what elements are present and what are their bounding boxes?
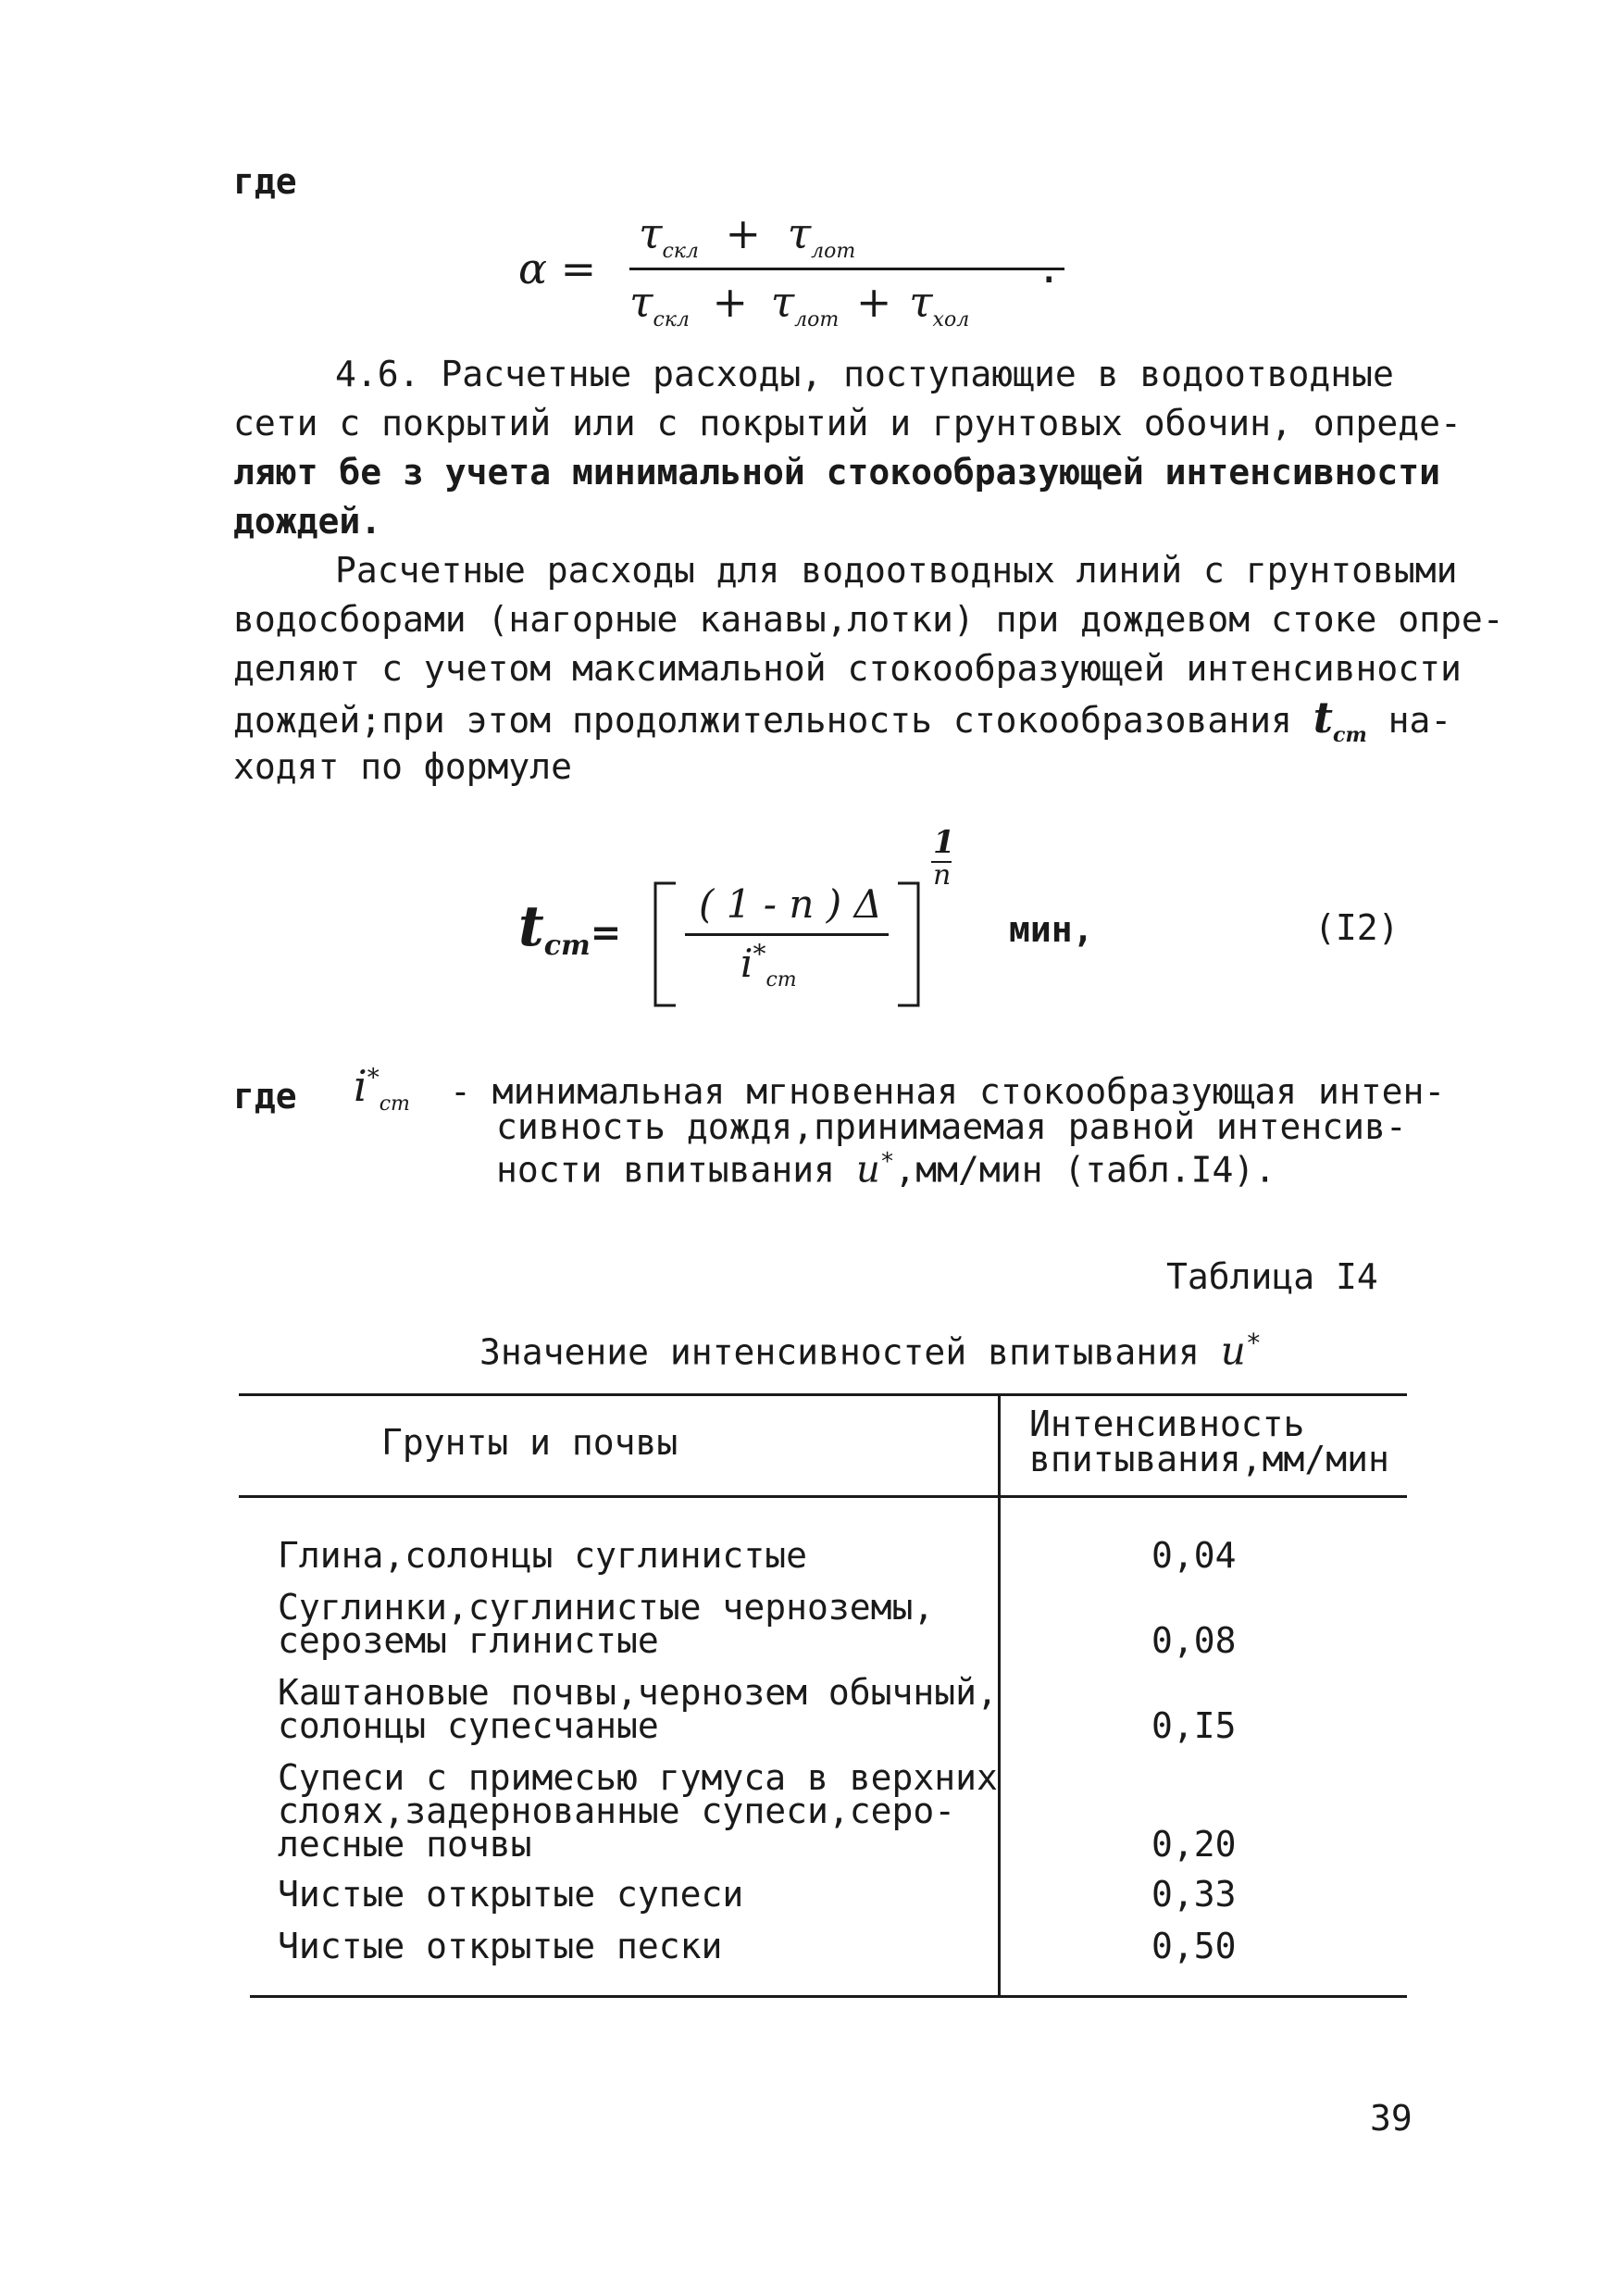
table-row-name: слоях,задернованные супеси,серо- bbox=[278, 1791, 956, 1831]
where-label: где bbox=[233, 161, 297, 202]
formula-12-denominator: $i^*_{ст}$ bbox=[741, 939, 797, 992]
formula-12-numerator: ( 1 - n ) Δ bbox=[699, 881, 882, 927]
table-row-name: Супеси с примесью гумуса в верхних bbox=[278, 1757, 998, 1798]
formula-alpha-lhs: α = bbox=[518, 243, 597, 293]
formula-alpha-denominator: $\tau_{скл} + \tau_{лот} + \tau_{хол}$ bbox=[629, 277, 970, 331]
paragraph2-line-5: ходят по формуле bbox=[233, 746, 573, 787]
formula-alpha-period: . bbox=[1037, 245, 1062, 293]
section-4-6-line-1: 4.6. Расчетные расходы, поступающие в водоотводные bbox=[335, 354, 1394, 394]
where-def-line-2: сивность дождя,принимаемая равной интенсив- bbox=[496, 1106, 1407, 1147]
table-row-name: лесные почвы bbox=[278, 1824, 532, 1865]
table-row-name: Суглинки,суглинистые черноземы, bbox=[278, 1587, 935, 1628]
where-def-label: где bbox=[233, 1076, 297, 1117]
formula-12-exponent-denominator: n bbox=[933, 859, 952, 892]
paragraph2-line-3: деляют с учетом максимальной стокообразующей интенсивности bbox=[233, 648, 1462, 689]
table-row-value: 0,20 bbox=[1151, 1824, 1237, 1865]
formula-alpha-fraction-bar bbox=[629, 268, 1064, 270]
table-title: Значение интенсивностей впитывания u* bbox=[479, 1328, 1262, 1374]
table-top-rule bbox=[239, 1393, 1407, 1396]
formula-12-lhs: $t_{ст}=$ bbox=[518, 894, 622, 962]
formula-12-fraction-bar bbox=[685, 933, 889, 936]
table-row-value: 0,04 bbox=[1151, 1535, 1237, 1576]
table-column-divider bbox=[998, 1393, 1001, 1995]
section-4-6-line-3: ляют бе з учета минимальной стокообразующей интенсивности bbox=[233, 452, 1441, 493]
table-header-intensity-line2: впитывания,мм/мин bbox=[1029, 1439, 1389, 1479]
where-def-symbol: $i^*_{ст}$ bbox=[354, 1061, 410, 1116]
page-number: 39 bbox=[1370, 2098, 1413, 2139]
formula-12-left-bracket bbox=[648, 880, 685, 1009]
table-row-value: 0,33 bbox=[1151, 1874, 1237, 1915]
paragraph2-line-4: дождей;при этом продолжительность стокообразования $t_{ст}$ на- bbox=[233, 693, 1452, 747]
table-row-value: 0,I5 bbox=[1151, 1705, 1237, 1746]
table-bottom-rule bbox=[250, 1995, 1407, 1998]
formula-12-unit: мин, bbox=[1009, 909, 1094, 950]
formula-12-right-bracket bbox=[889, 880, 926, 1009]
paragraph2-line-1: Расчетные расходы для водоотводных линий с грунтовыми bbox=[335, 550, 1458, 591]
section-4-6-line-2: сети с покрытий или с покрытий и грунтовых обочин, опреде- bbox=[233, 403, 1462, 443]
table-row-name: Чистые открытые пески bbox=[278, 1926, 723, 1966]
table-row-value: 0,08 bbox=[1151, 1620, 1237, 1661]
table-row-name: солонцы супесчаные bbox=[278, 1705, 659, 1746]
formula-alpha-numerator: $\tau_{скл} + \tau_{лот}$ bbox=[639, 208, 856, 263]
section-4-6-line-4: дождей. bbox=[233, 501, 382, 542]
table-row-name: Чистые открытые супеси bbox=[278, 1874, 744, 1915]
table-header-intensity-line1: Интенсивность bbox=[1029, 1404, 1305, 1444]
table-row-name: Глина,солонцы суглинистые bbox=[278, 1535, 807, 1576]
paragraph2-line-2: водосборами (нагорные канавы,лотки) при дождевом стоке опре- bbox=[233, 599, 1504, 640]
formula-alpha bbox=[518, 208, 1074, 329]
table-row-name: Каштановые почвы,чернозем обычный, bbox=[278, 1672, 998, 1713]
table-row-value: 0,50 bbox=[1151, 1926, 1237, 1966]
formula-12-exponent-numerator: 1 bbox=[933, 824, 955, 861]
table-header-rule bbox=[239, 1495, 1407, 1498]
formula-12-number: (I2) bbox=[1314, 907, 1400, 948]
table-header-soils: Грунты и почвы bbox=[381, 1422, 678, 1463]
formula-12 bbox=[518, 824, 1444, 1009]
table-row-name: сероземы глинистые bbox=[278, 1620, 659, 1661]
where-def-line-1: - минимальная мгновенная стокообразующая интен- bbox=[450, 1071, 1446, 1112]
where-def-line-3: ности впитывания u*,мм/мин (табл.I4). bbox=[496, 1148, 1276, 1192]
table-number: Таблица I4 bbox=[1166, 1256, 1378, 1297]
